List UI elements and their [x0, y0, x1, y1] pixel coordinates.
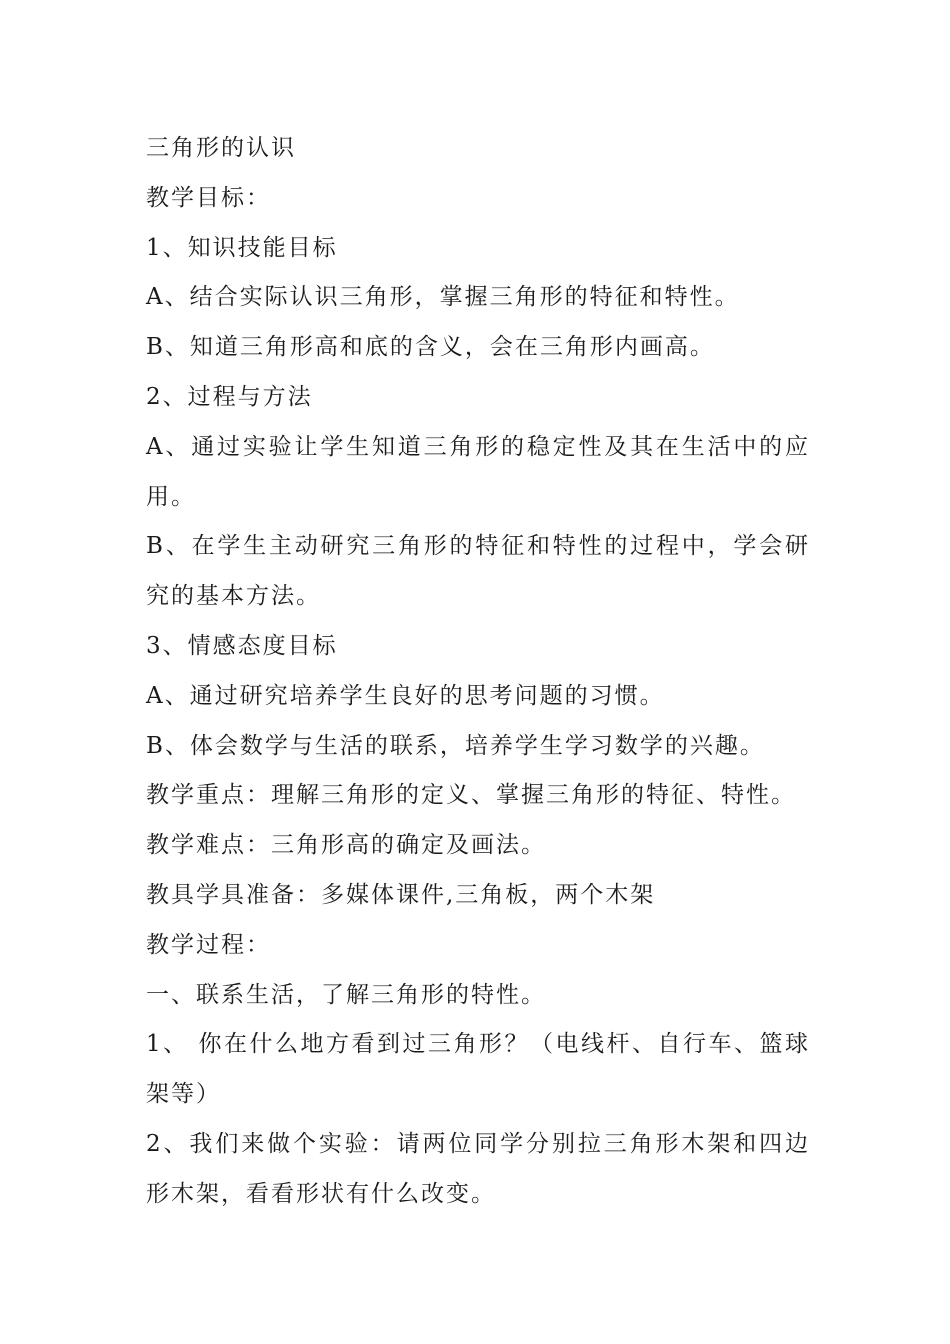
teaching-key-point: 教学重点：理解三角形的定义、掌握三角形的特征、特性。 [146, 782, 796, 809]
teaching-difficulty: 教学难点：三角形高的确定及画法。 [146, 832, 546, 859]
process-item: 1、 你在什么地方看到过三角形？（电线杆、自行车、篮球架等） [146, 1031, 810, 1108]
process-step-heading: 一、联系生活，了解三角形的特性。 [146, 981, 546, 1008]
objective-item: B、体会数学与生活的联系，培养学生学习数学的兴趣。 [146, 732, 765, 759]
document-body [146, 124, 810, 1220]
teaching-materials: 教具学具准备：多媒体课件,三角板，两个木架 [146, 881, 656, 908]
process-item: 2、我们来做个实验：请两位同学分别拉三角形木架和四边形木架，看看形状有什么改变。 [146, 1130, 810, 1207]
objective-item: B、知道三角形高和底的含义，会在三角形内画高。 [146, 334, 715, 361]
objective-item: B、在学生主动研究三角形的特征和特性的过程中，学会研究的基本方法。 [146, 533, 810, 610]
objective-heading-attitude: 3、情感态度目标 [146, 632, 338, 659]
section-heading-process: 教学过程： [146, 931, 271, 958]
objective-heading-knowledge: 1、知识技能目标 [146, 234, 338, 261]
objective-item: A、通过实验让学生知道三角形的稳定性及其在生活中的应用。 [146, 433, 810, 510]
objective-item: A、通过研究培养学生良好的思考问题的习惯。 [146, 682, 665, 709]
section-heading-objectives: 教学目标： [146, 184, 271, 211]
document-title: 三角形的认识 [146, 135, 296, 161]
objective-item: A、结合实际认识三角形，掌握三角形的特征和特性。 [146, 284, 740, 311]
objective-heading-process: 2、过程与方法 [146, 383, 313, 410]
